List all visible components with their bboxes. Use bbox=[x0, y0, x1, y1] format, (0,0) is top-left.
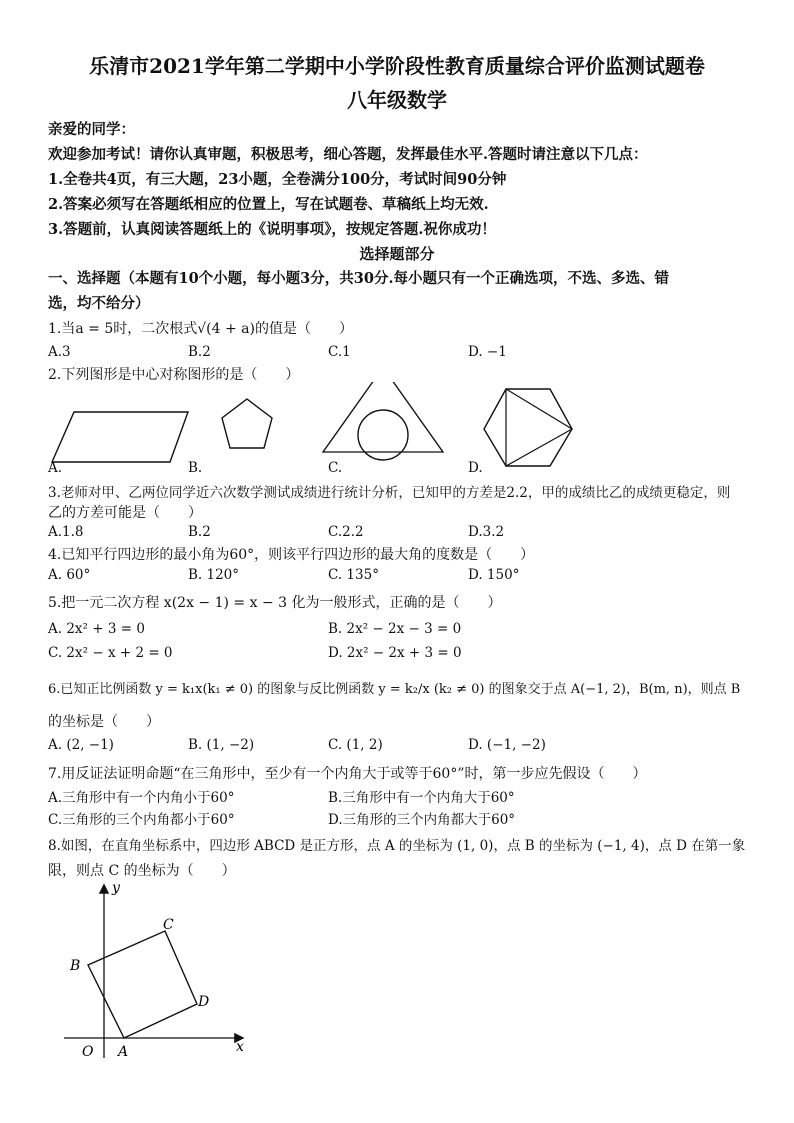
q5-option-d: D. 2x² − 2x + 3 = 0 bbox=[328, 645, 462, 661]
q8-stem-1: 8.如图，在直角坐标系中，四边形 ABCD 是正方形，点 A 的坐标为 (1, 0)，点 B 的坐标为 (−1, 4)，点 D 在第一象 bbox=[48, 838, 746, 854]
q4-option-a: A. 60° bbox=[48, 567, 91, 583]
q6-option-b: B. (1, −2) bbox=[188, 737, 255, 753]
q1-stem: 1.当a = 5时，二次根式√(4 + a)的值是（ ） bbox=[48, 321, 353, 337]
q4-stem: 4.已知平行四边形的最小角为60°，则该平行四边形的最大角的度数是（ ） bbox=[48, 547, 535, 563]
q5-stem: 5.把一元二次方程 x(2x − 1) = x − 3 化为一般形式，正确的是（ ） bbox=[48, 595, 502, 611]
q6-option-d: D. (−1, −2) bbox=[468, 737, 546, 753]
label-c: C bbox=[163, 917, 174, 933]
q3-option-b: B.2 bbox=[188, 524, 211, 540]
exam-subtitle: 八年级数学 bbox=[347, 88, 447, 112]
pentagon-shape bbox=[222, 399, 272, 448]
q3-option-d: D.3.2 bbox=[468, 524, 505, 540]
q1-option-c: C.1 bbox=[328, 344, 351, 360]
q2-option-d: D. bbox=[468, 460, 483, 476]
q5-option-c: C. 2x² − x + 2 = 0 bbox=[48, 645, 173, 661]
q2-option-a: A. bbox=[48, 460, 63, 476]
hexagon-with-triangle-shape bbox=[484, 389, 572, 466]
q7-stem: 7.用反证法证明命题“在三角形中，至少有一个内角大于或等于60°”时，第一步应先假设（ ） bbox=[48, 766, 647, 782]
q5-option-b: B. 2x² − 2x − 3 = 0 bbox=[328, 621, 462, 637]
q2-option-c: C. bbox=[328, 460, 343, 476]
section-heading: 选择题部分 bbox=[359, 245, 435, 263]
q1-option-b: B.2 bbox=[188, 344, 211, 360]
intro-line-1: 欢迎参加考试！请你认真审题，积极思考，细心答题，发挥最佳水平.答题时请注意以下几点： bbox=[48, 146, 648, 163]
intro-line-2: 1.全卷共4页，有三大题，23小题，全卷满分100分，考试时间90分钟 bbox=[48, 171, 507, 188]
q1-option-a: A.3 bbox=[48, 344, 71, 360]
greeting: 亲爱的同学： bbox=[48, 121, 135, 138]
triangle-with-circle-shape bbox=[323, 382, 443, 460]
parallelogram-shape bbox=[52, 412, 188, 462]
label-y: y bbox=[112, 880, 120, 896]
q7-option-c: C.三角形的三个内角都小于60° bbox=[48, 812, 235, 828]
q7-option-d: D.三角形的三个内角都大于60° bbox=[328, 812, 516, 828]
q3-stem-2: 乙的方差可能是（ ） bbox=[48, 505, 202, 521]
q7-option-a: A.三角形中有一个内角小于60° bbox=[48, 790, 235, 806]
intro-line-3: 2.答案必须写在答题纸相应的位置上，写在试题卷、草稿纸上均无效. bbox=[48, 196, 489, 213]
q6-stem-1: 6.已知正比例函数 y = k₁x(k₁ ≠ 0) 的图象与反比例函数 y = k₂/x (k₂ ≠ 0) 的图象交于点 A(−1, 2)，B(m, n)，则点 B bbox=[48, 682, 741, 697]
label-a: A bbox=[118, 1044, 129, 1060]
q2-stem: 2.下列图形是中心对称图形的是（ ） bbox=[48, 367, 300, 383]
q3-option-c: C.2.2 bbox=[328, 524, 364, 540]
q6-stem-2: 的坐标是（ ） bbox=[48, 714, 160, 730]
label-o: O bbox=[82, 1044, 94, 1060]
q8-figure bbox=[60, 878, 260, 1068]
q7-option-b: B.三角形中有一个内角大于60° bbox=[328, 790, 515, 806]
q3-option-a: A.1.8 bbox=[48, 524, 84, 540]
part1-instructions-2: 选，均不给分） bbox=[48, 295, 150, 312]
intro-line-4: 3.答题前，认真阅读答题纸上的《说明事项》，按规定答题.祝你成功！ bbox=[48, 221, 496, 238]
q6-option-a: A. (2, −1) bbox=[48, 737, 114, 753]
q1-option-d: D. −1 bbox=[468, 344, 507, 360]
q8-stem-2: 限，则点 C 的坐标为（ ） bbox=[48, 863, 236, 879]
q3-stem-1: 3.老师对甲、乙两位同学近六次数学测试成绩进行统计分析，已知甲的方差是2.2，甲的成绩比乙的成绩更稳定，则 bbox=[48, 485, 731, 501]
part1-instructions-1: 一、选择题（本题有10个小题，每小题3分，共30分.每小题只有一个正确选项，不选、多选、错 bbox=[48, 270, 669, 287]
q4-option-b: B. 120° bbox=[188, 567, 240, 583]
q2-figures bbox=[40, 382, 600, 478]
q2-option-b: B. bbox=[188, 460, 203, 476]
q6-option-c: C. (1, 2) bbox=[328, 737, 383, 753]
q4-option-d: D. 150° bbox=[468, 567, 520, 583]
q5-option-a: A. 2x² + 3 = 0 bbox=[48, 621, 145, 637]
label-d: D bbox=[198, 994, 210, 1010]
q4-option-c: C. 135° bbox=[328, 567, 379, 583]
label-x: x bbox=[236, 1039, 244, 1055]
exam-title: 乐清市2021学年第二学期中小学阶段性教育质量综合评价监测试题卷 bbox=[89, 54, 705, 78]
label-b: B bbox=[70, 958, 81, 974]
